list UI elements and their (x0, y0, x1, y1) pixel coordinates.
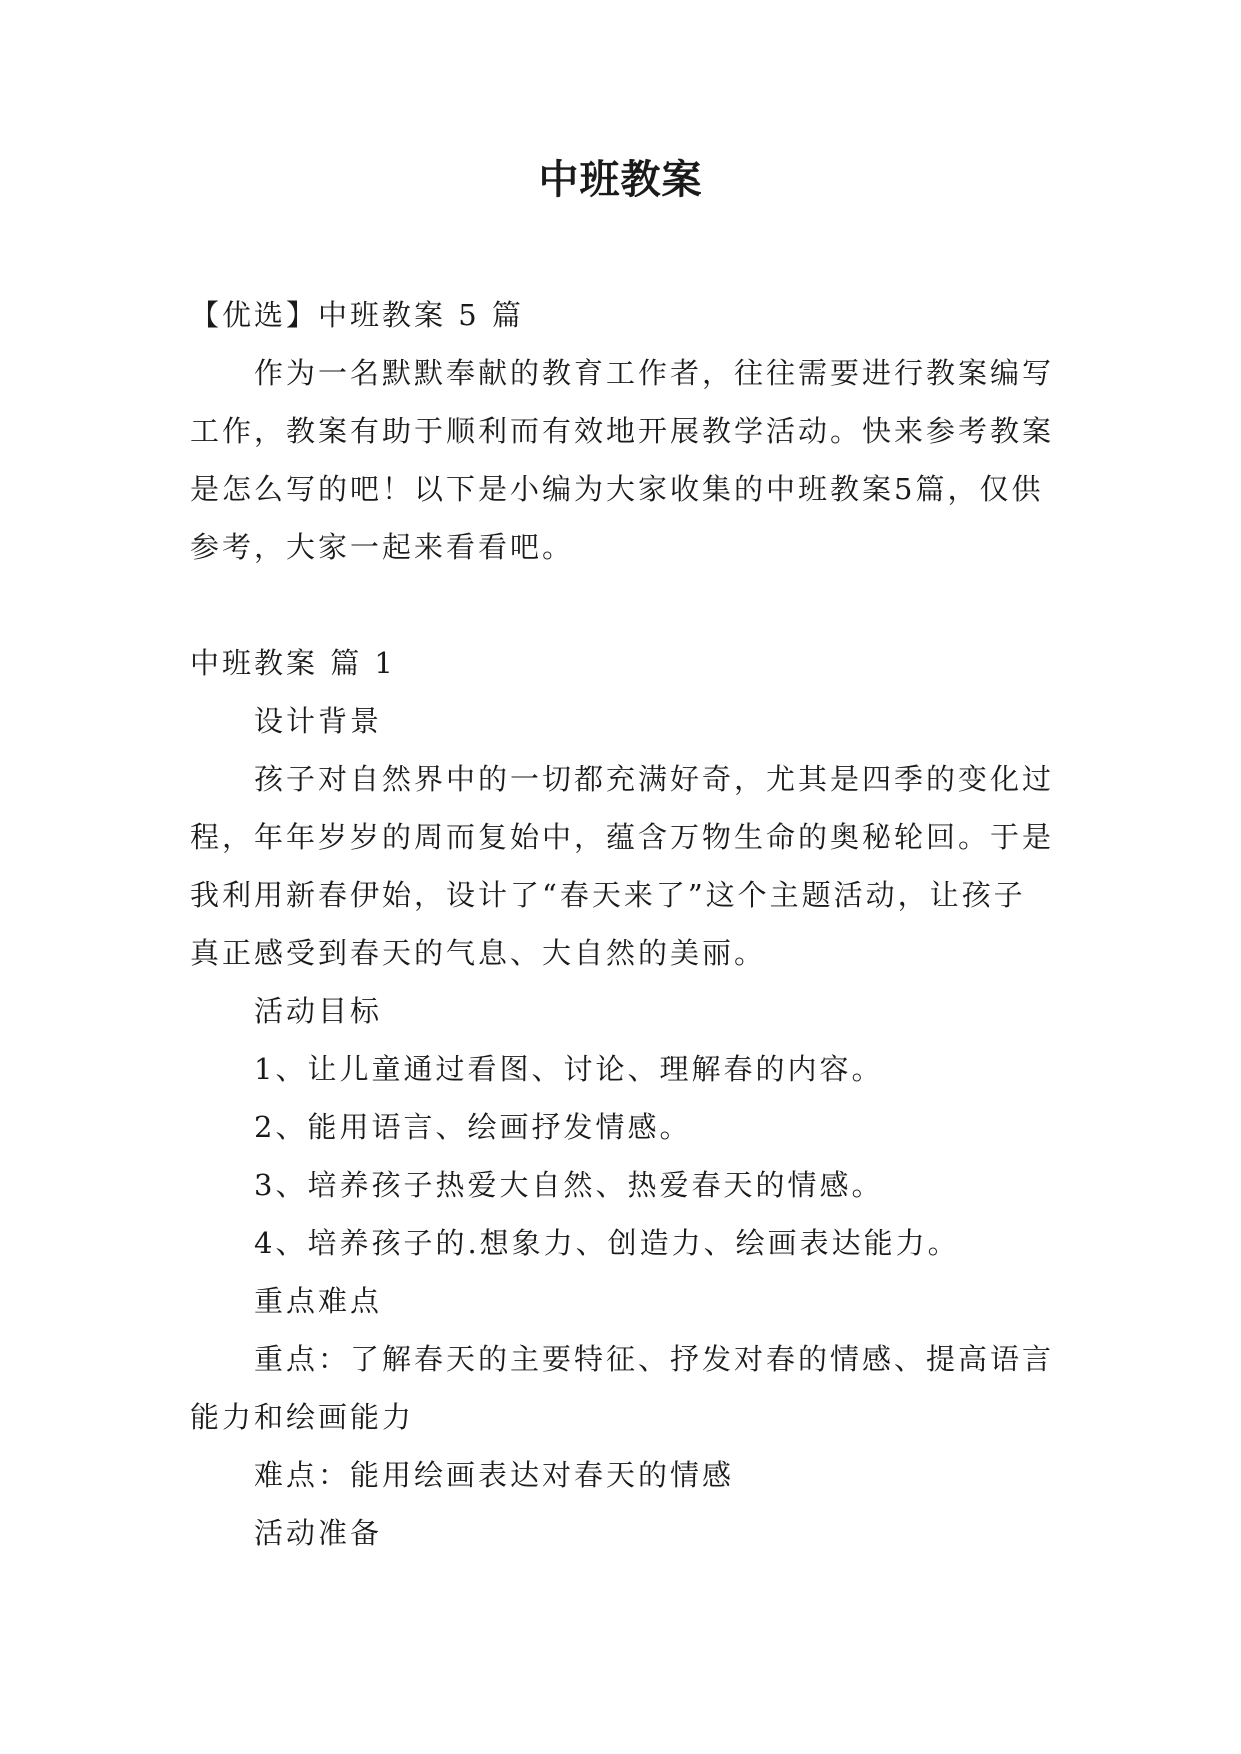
key-points-heading: 重点难点 (254, 1284, 383, 1318)
document-subtitle: 【优选】中班教案 5 篇 (190, 298, 524, 332)
design-background-heading: 设计背景 (254, 704, 383, 738)
goal-item: 1、让儿童通过看图、讨论、理解春的内容。 (254, 1052, 884, 1086)
document-title: 中班教案 (538, 156, 703, 203)
design-background-paragraph: 孩子对自然界中的一切都充满好奇，尤其是四季的变化过程，年年岁岁的周而复始中，蕴含万物生命的奥秘轮回。于是我利用新春伊始，设计了“春天来了”这个主题活动，让孩子真正感受到春天的气息、大自然的美丽。 (190, 762, 1055, 970)
difficulty-paragraph: 难点：能用绘画表达对春天的情感 (254, 1458, 735, 1492)
section-heading: 中班教案 篇 1 (190, 646, 396, 680)
goal-item: 3、培养孩子热爱大自然、热爱春天的情感。 (254, 1168, 884, 1202)
goals-heading: 活动目标 (254, 994, 383, 1028)
goal-item: 2、能用语言、绘画抒发情感。 (254, 1110, 692, 1144)
intro-paragraph: 作为一名默默奉献的教育工作者，往往需要进行教案编写工作，教案有助于顺利而有效地开展教学活动。快来参考教案是怎么写的吧！以下是小编为大家收集的中班教案5篇，仅供参考，大家一起来看看吧。 (190, 356, 1055, 564)
preparation-heading: 活动准备 (254, 1516, 383, 1550)
goal-item: 4、培养孩子的.想象力、创造力、绘画表达能力。 (254, 1226, 960, 1260)
section-spacer (190, 576, 1055, 634)
document-body (190, 286, 1055, 1562)
key-point-paragraph: 重点：了解春天的主要特征、抒发对春的情感、提高语言能力和绘画能力 (190, 1342, 1055, 1434)
